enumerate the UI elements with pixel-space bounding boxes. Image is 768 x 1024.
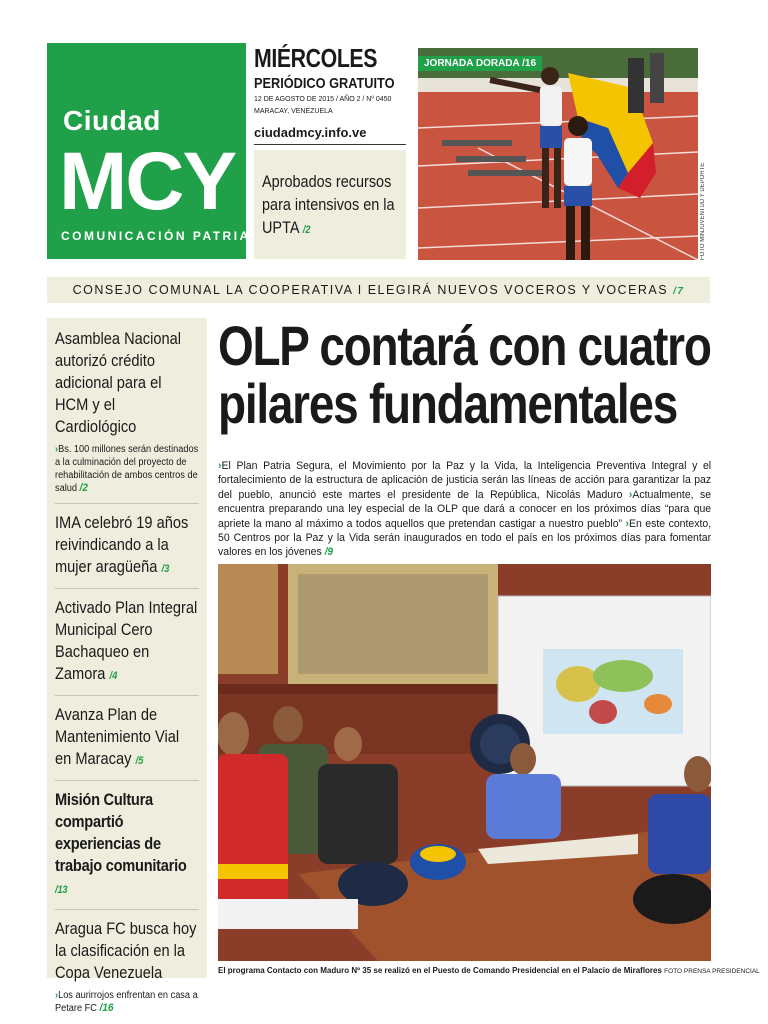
main-lead: ›El Plan Patria Segura, el Movimiento por la Paz y la Vida, la Inteligencia Preventiva Integral y el fortalecimiento de la estructura de aplicación de justicia serán las líneas de acción para garantizar la paz del pueblo, anunció este martes el presidente de la República, Nicolás Maduro ›Actualmente, se encuentra preparando una ley especial de la OLP que dará a conocer en los próximos días “para que apriete la mano al máximo a todos aquellos que pretendan castigar a nuestro pueblo” ›En este contexto, 50 Centros por la Paz y la Vida serán inaugurados en todo el país en los próximos días para fomentar valores en los jóvenes /9 (218, 460, 712, 559)
sidebar-headline: Asamblea Nacional autorizó crédito adicional para el HCM y el Cardiológico (55, 329, 181, 436)
top-photo-credit: FOTO MINJUVENTUD Y DEPORTE (700, 162, 706, 260)
meeting-photo-illustration (218, 564, 711, 961)
sidebar-headline: Misión Cultura compartió experiencias de trabajo comunitario /13 (55, 790, 187, 896)
page-ref: /9 (324, 546, 334, 559)
logo-city-text: Ciudad (63, 105, 161, 136)
masthead-logo (47, 43, 251, 259)
main-photo (218, 564, 711, 961)
sidebar-headline: Activado Plan Integral Municipal Cero Bachaqueo en Zamora /4 (55, 598, 198, 683)
sidebar-subtext: ›Bs. 100 millones serán destinados a la culminación del proyecto de rehabilitación de ambos centros de salud /2 (55, 444, 199, 494)
arrow-icon: › (55, 990, 59, 1001)
sidebar-item[interactable] (55, 918, 199, 1023)
sidebar-headline: IMA celebró 19 años reivindicando a la mujer aragüeña /3 (55, 513, 189, 576)
photo-badge[interactable]: JORNADA DORADA /16 (418, 56, 542, 71)
page-ref: /2 (302, 224, 311, 236)
logo-mcy-text: MCY (59, 136, 236, 227)
upta-teaser[interactable] (254, 150, 406, 259)
sidebar (47, 318, 207, 1014)
free-label: PERIÓDICO GRATUITO (254, 75, 395, 92)
sidebar-item[interactable] (55, 704, 199, 781)
arrow-icon: › (625, 517, 630, 530)
upta-teaser-text: Aprobados recursos para intensivos en la UPTA /2 (262, 172, 395, 237)
website-link[interactable]: ciudadmcy.info.ve (254, 125, 406, 145)
banner-text: CONSEJO COMUNAL LA COOPERATIVA I ELEGIRÁ NUEVOS VOCEROS Y VOCERAS (72, 283, 669, 297)
photo-caption (218, 966, 760, 975)
issue-day: MIÉRCOLES (254, 43, 378, 73)
caption-credit: FOTO PRENSA PRESIDENCIAL (664, 968, 760, 975)
issue-place: MARACAY, VENEZUELA (254, 108, 333, 115)
banner-headline[interactable] (47, 277, 710, 303)
sidebar-item[interactable] (55, 789, 199, 910)
sidebar-item[interactable] (55, 328, 199, 504)
arrow-icon: › (218, 460, 222, 472)
sidebar-item[interactable] (55, 512, 199, 589)
logo-tagline: COMUNICACIÓN PATRIA (61, 229, 251, 243)
issue-date: 12 DE AGOSTO DE 2015 / AÑO 2 / Nº 0450 (254, 96, 392, 103)
main-headline[interactable]: OLP contará con cuatro pilares fundamentales (218, 314, 711, 435)
sidebar-subtext: ›Los aurirrojos enfrentan en casa a Petare FC /16 (55, 990, 198, 1014)
caption-text: El programa Contacto con Maduro Nº 35 se realizó en el Puesto de Comando Presidencial en el Palacio de Miraflores (218, 966, 662, 975)
athletics-photo-illustration (418, 48, 698, 260)
page-ref: /7 (673, 286, 685, 297)
issue-info (254, 45, 406, 141)
sidebar-item[interactable] (55, 597, 199, 696)
athletics-photo (418, 48, 698, 260)
arrow-icon: › (628, 488, 633, 501)
sidebar-headline: Avanza Plan de Mantenimiento Vial en Maracay /5 (55, 705, 180, 768)
arrow-icon: › (55, 444, 59, 455)
sidebar-headline: Aragua FC busca hoy la clasificación en la Copa Venezuela (55, 919, 197, 982)
